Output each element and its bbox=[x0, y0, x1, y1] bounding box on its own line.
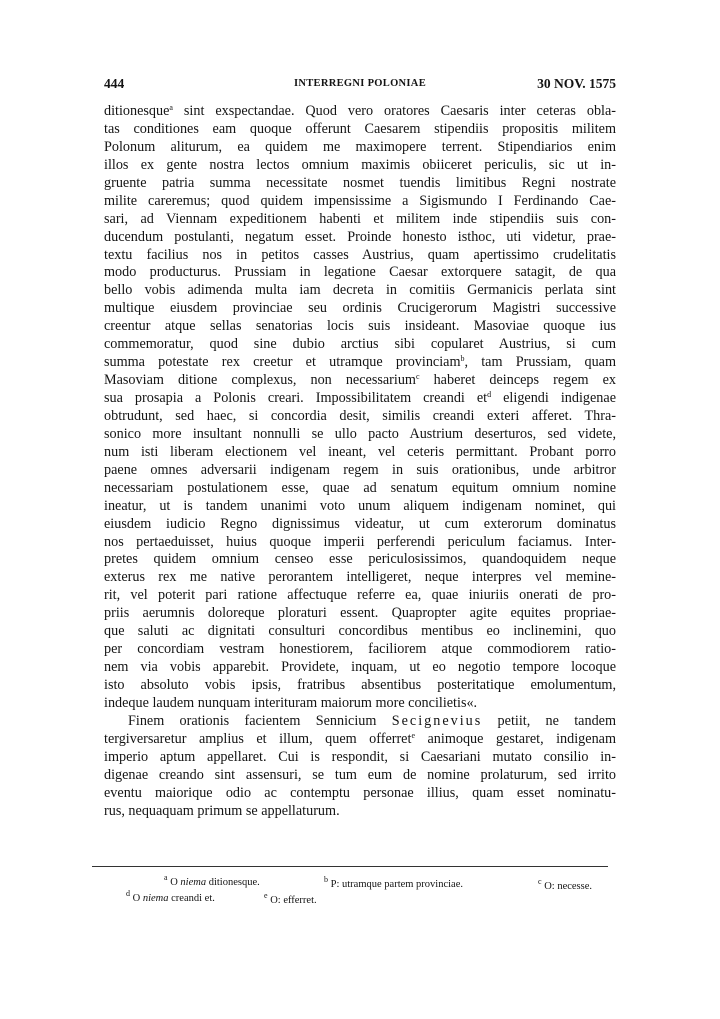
body-text bbox=[104, 103, 616, 821]
running-header bbox=[104, 76, 616, 96]
footnote-marker: e bbox=[411, 730, 415, 740]
text-line: obtrudunt, sed haec, si concordia desit, similis creandi exteri afferet. Thra- bbox=[104, 407, 616, 424]
footnote-marker: a bbox=[169, 103, 173, 112]
text-line: ditionesque$^a$ sint exspectandae. Quod vero oratores Caesaris inter ceteras obla- bbox=[104, 103, 616, 119]
text-line: nem via vobis apparebit. Providete, inquam, ut eo negotio tempore locoque bbox=[104, 659, 616, 676]
text-line: exterus rex me native perorantem intelligeret, neque interpres vel memine- bbox=[104, 569, 616, 586]
text-line: tas conditiones eam quoque offerunt Caesarem stipendiis propositis militem bbox=[104, 120, 616, 137]
footnote-marker: b bbox=[460, 354, 465, 364]
text-line: sari, ad Viennam expeditionem habenti et militem inde stipendiis suis con- bbox=[104, 210, 616, 227]
text-line: priis aerumnis doloreque ploraturi essent. Quapropter agite equites propriae- bbox=[104, 605, 616, 622]
text-line: milite careremus; quod quidem impensissime a Sigismundo I Ferdinando Cae- bbox=[104, 192, 616, 209]
text-line: indeque laudem nunquam interituram maiorum more concilietis«. bbox=[104, 694, 478, 711]
text-line: que saluti ac dignitati consulturi concordibus mentibus eo inclinemini, quo bbox=[104, 623, 616, 640]
text-line: digenae creando sint assensuri, se tum eum de nomine prolaturum, sed irrito bbox=[104, 766, 616, 783]
text-line: eventu maiorique odio ac contemptu personae illius, quam esset nominatu- bbox=[104, 784, 616, 801]
text-line: imperio aptum appellaret. Cui is respondit, si Caesariani mutato consilio in- bbox=[104, 748, 616, 765]
text-line: multique eiusdem provinciae seu ordinis Crucigerorum Magistri successive bbox=[104, 300, 616, 317]
text-line: nos pertaeduisset, huius quoque imperii perferendi periculum faciamus. Inter- bbox=[104, 533, 616, 550]
text-line: ducendum postulanti, negatum esset. Proinde honesto isthoc, uti videtur, prae- bbox=[104, 228, 616, 245]
text-line: pretes quidem omnium censeo esse periculosissimos, quandoquidem neque bbox=[104, 551, 616, 568]
text-line: tergiversaretur amplius et illum, quem offerret$^e$ animoque gestaret, indigenam bbox=[104, 730, 617, 747]
text-line: necessariam postulationem esse, quae ad senatum equitum omnium nomine bbox=[104, 479, 616, 496]
text-line: rus, nequaquam primum se appellaturum. bbox=[104, 802, 340, 819]
header-date: 30 NOV. 1575 bbox=[537, 76, 616, 91]
text-line: num isti liberam electionem vel ineant, vel ceteris permittant. Probant porro bbox=[104, 443, 616, 460]
page-number: 444 bbox=[104, 76, 125, 91]
footnote: $^b$ P: utramque partem provinciae. bbox=[324, 875, 463, 890]
text-line: textu facilius nos in petitos casses Austrius, quam apertissimo crudelitatis bbox=[104, 246, 616, 263]
text-line: sua prosapia a Polonis creari. Impossibilitatem creandi $et^d$ eligendi indigenae bbox=[104, 390, 616, 406]
text-line: isto absoluto vobis ipsis, fratribus absentibus posteritatique emolumentum, bbox=[104, 677, 616, 693]
text-line: gruente patria summa necessitate nosmet tuendis limitibus Regni nostrate bbox=[104, 174, 616, 191]
text-line: modo producturus. Prussiam in legatione Caesar extorquere satagit, de qua bbox=[104, 264, 616, 281]
text-line: Polonum aliturum, ea quidem me maximopere terrent. Stipendiarios enim bbox=[104, 138, 616, 155]
footnote: $^e$ O: efferret. bbox=[264, 891, 317, 906]
text-line: per concordiam vestram honestiorem, faciliorem atque commodiorem ratio- bbox=[104, 641, 616, 658]
footnote-marker: d bbox=[487, 390, 492, 399]
text-line: summa potestate rex creetur et utramque provinciam$^b$, tam Prussiam, quam bbox=[104, 354, 616, 371]
text-line: eiusdem iudicio Regno dignissimus videatur, ut cum exterorum dominatus bbox=[104, 515, 616, 532]
footnote: $^a$ O niema ditionesque. bbox=[164, 873, 260, 888]
text-line: Masoviam ditione complexus, non necessarium$^c$ haberet deinceps regem ex bbox=[104, 372, 616, 389]
spaced-name: Secignevius bbox=[391, 712, 483, 729]
text-line: Finem orationis facientem Sennicium Secignevius petiit, ne tandem bbox=[128, 712, 616, 729]
text-line: commemoratur, quod sine dubio arctius sibi copularet Austrius, si cum bbox=[104, 336, 616, 353]
footnote: $^c$ O: necesse. bbox=[538, 877, 593, 892]
footnote-marker: c bbox=[415, 372, 420, 382]
text-line: bello vobis adimenda multa iam decreta in comitiis Germanicis perlata sint bbox=[104, 282, 616, 299]
footnote-rule bbox=[92, 866, 608, 867]
text-line: sonico more insultant nonnulli se ullo pacto Austrium deserturos, sed videte, bbox=[104, 425, 616, 442]
text-line: creentur atque sellas senatorias locis suis insideant. Masoviae quoque ius bbox=[104, 318, 616, 335]
text-line: ineatur, ut is tandem unanimi voto unum aliquem indigenam nominet, qui bbox=[104, 497, 616, 514]
text-line: rit, vel poterit pari ratione affectuque referre ea, quae iniuriis onerati de pro- bbox=[104, 587, 616, 604]
running-title: INTERREGNI POLONIAE bbox=[293, 78, 426, 89]
text-line: illos ex gente nostra lectos omnium maximis obiiceret periculis, sic ut in- bbox=[104, 156, 616, 173]
text-line: paene omnes adversarii indigenam regem in suis orationibus, unde arbitror bbox=[104, 461, 616, 478]
footnote: $^d$ O niema creandi et. bbox=[126, 889, 215, 904]
